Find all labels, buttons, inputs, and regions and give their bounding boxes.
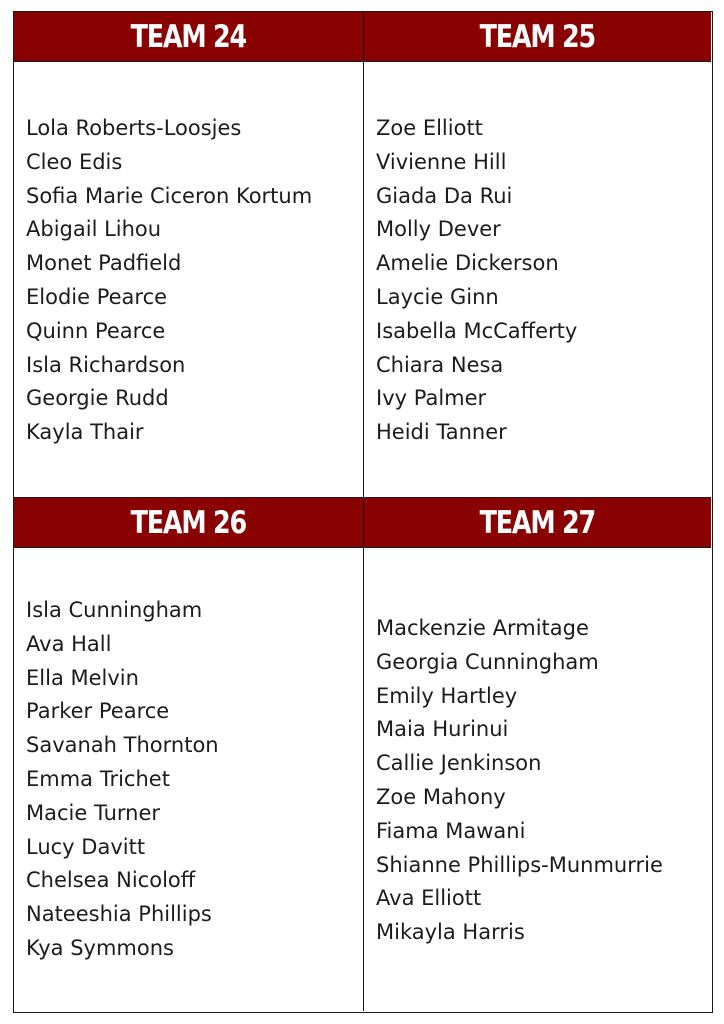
team-27-header <box>364 498 711 548</box>
member-name: Callie Jenkinson <box>376 751 542 776</box>
member-name: Ava Hall <box>26 631 112 656</box>
member-name: Sofia Marie Ciceron Kortum <box>26 183 313 208</box>
member-name: Zoe Mahony <box>376 784 506 809</box>
member-name: Isla Richardson <box>26 352 186 377</box>
member-name: Cleo Edis <box>26 149 123 174</box>
member-name: Parker Pearce <box>26 699 170 724</box>
team-roster-table <box>13 11 713 1013</box>
member-name: Chelsea Nicoloff <box>26 868 196 893</box>
member-name: Ella Melvin <box>26 665 139 690</box>
member-name: Giada Da Rui <box>376 183 513 208</box>
team-26-header <box>14 498 363 548</box>
member-name: Elodie Pearce <box>26 284 168 309</box>
member-name: Ava Elliott <box>376 886 482 911</box>
member-name: Heidi Tanner <box>376 420 507 445</box>
member-name: Kayla Thair <box>26 420 144 445</box>
member-name: Georgie Rudd <box>26 386 169 411</box>
team-25-cell <box>363 12 711 497</box>
member-name: Lola Roberts-Loosjes <box>26 116 242 140</box>
team-24-member-list <box>26 112 312 450</box>
member-name: Mackenzie Armitage <box>376 616 589 640</box>
team-26-member-list <box>26 594 219 966</box>
team-25-title: TEAM 25 <box>479 18 596 55</box>
member-name: Emily Hartley <box>376 683 518 708</box>
member-name: Quinn Pearce <box>26 318 166 343</box>
member-name: Zoe Elliott <box>376 116 483 140</box>
member-name: Shianne Phillips-Munmurrie <box>376 852 663 877</box>
member-name: Savanah Thornton <box>26 733 219 758</box>
team-24-title: TEAM 24 <box>130 18 247 55</box>
member-name: Kya Symmons <box>26 935 174 960</box>
member-name: Chiara Nesa <box>376 352 504 377</box>
member-name: Macie Turner <box>26 800 161 825</box>
member-name: Amelie Dickerson <box>376 251 559 276</box>
member-name: Georgia Cunningham <box>376 649 599 674</box>
member-name: Laycie Ginn <box>376 284 499 309</box>
member-name: Isla Cunningham <box>26 598 203 622</box>
team-25-header <box>364 12 711 62</box>
member-name: Fiama Mawani <box>376 818 526 843</box>
member-name: Mikayla Harris <box>376 920 525 945</box>
team-24-cell <box>14 12 363 497</box>
team-24-header <box>14 12 363 62</box>
member-name: Lucy Davitt <box>26 834 146 859</box>
team-27-cell <box>363 497 711 1011</box>
member-name: Molly Dever <box>376 217 501 242</box>
member-name: Ivy Palmer <box>376 386 487 411</box>
member-name: Abigail Lihou <box>26 217 162 242</box>
team-26-cell <box>14 497 363 1011</box>
team-25-member-list <box>376 112 577 450</box>
member-name: Emma Trichet <box>26 766 170 791</box>
member-name: Monet Padfield <box>26 251 182 276</box>
member-name: Vivienne Hill <box>376 149 507 174</box>
team-26-title: TEAM 26 <box>130 504 247 541</box>
member-name: Maia Hurinui <box>376 717 509 742</box>
member-name: Nateeshia Phillips <box>26 902 212 927</box>
team-27-title: TEAM 27 <box>479 504 596 541</box>
team-27-member-list <box>376 612 663 950</box>
member-name: Isabella McCafferty <box>376 318 578 343</box>
